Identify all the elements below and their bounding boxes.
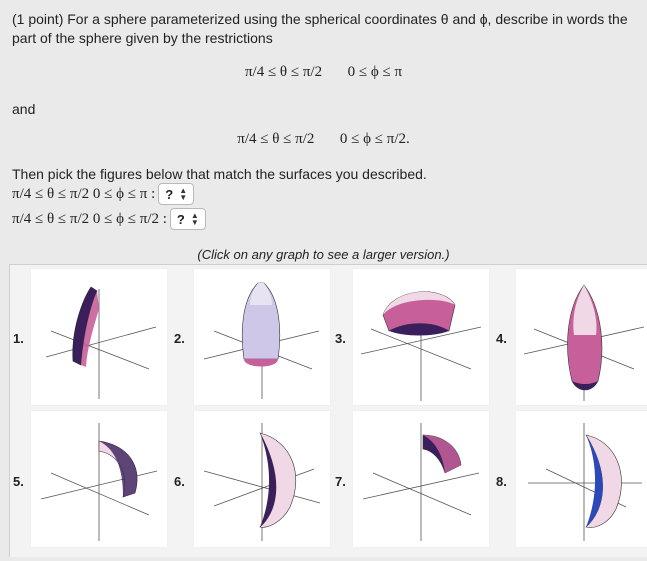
graph-number-7: 7. [335, 474, 346, 489]
graph-image-7[interactable] [352, 410, 490, 548]
graph-image-1[interactable] [30, 268, 168, 406]
equation-1-theta: π/4 ≤ θ ≤ π/2 [244, 64, 323, 80]
problem-intro: (1 point) For a sphere parameterized using the spherical coordinates θ and ϕ, describe in words the part of the sphere given by the restrictions [12, 11, 628, 46]
select-arrows-icon: ▲ ▼ [190, 211, 199, 227]
graph-number-5: 5. [13, 474, 24, 489]
graph-number-2: 2. [174, 331, 185, 346]
answer-2-selected: ? [176, 211, 185, 227]
graph-number-8: 8. [496, 474, 507, 489]
graph-number-1: 1. [13, 331, 24, 346]
graph-note: (Click on any graph to see a larger version.) [197, 247, 450, 262]
graph-grid [9, 264, 647, 557]
and-text: and [12, 101, 36, 117]
graph-image-5[interactable] [30, 410, 168, 548]
graph-image-2[interactable] [193, 268, 331, 406]
graph-cell-3 [332, 265, 492, 407]
equation-2 [0, 131, 647, 148]
graph-cell-1 [10, 265, 170, 407]
graph-image-4[interactable] [515, 268, 647, 406]
graph-cell-8 [493, 410, 647, 552]
select-arrows-icon: ▲ ▼ [179, 186, 188, 202]
graph-cell-5 [10, 410, 170, 552]
graph-image-6[interactable] [193, 410, 331, 548]
equation-1-phi: 0 ≤ ϕ ≤ π [347, 64, 403, 80]
graph-image-3[interactable] [352, 268, 490, 406]
graph-cell-4 [493, 265, 647, 407]
equation-2-phi: 0 ≤ ϕ ≤ π/2. [339, 131, 410, 147]
graph-number-3: 3. [335, 331, 346, 346]
instructions-text: Then pick the figures below that match the surfaces you described. [12, 166, 427, 182]
graph-cell-7 [332, 410, 492, 552]
graph-number-6: 6. [174, 474, 185, 489]
answer-1-label: π/4 ≤ θ ≤ π/2 0 ≤ ϕ ≤ π : [12, 185, 156, 202]
equation-2-theta: π/4 ≤ θ ≤ π/2 [237, 131, 315, 147]
graph-cell-2 [171, 265, 331, 407]
graph-number-4: 4. [496, 331, 507, 346]
answer-1-select[interactable] [158, 183, 194, 205]
answer-2-select[interactable] [170, 208, 206, 230]
answer-row-2 [12, 208, 206, 230]
equation-1 [0, 64, 647, 81]
answer-1-selected: ? [165, 186, 174, 202]
graph-image-8[interactable] [515, 410, 647, 548]
answer-2-label: π/4 ≤ θ ≤ π/2 0 ≤ ϕ ≤ π/2 : [12, 210, 167, 227]
answer-row-1 [12, 183, 194, 205]
graph-cell-6 [171, 410, 331, 552]
